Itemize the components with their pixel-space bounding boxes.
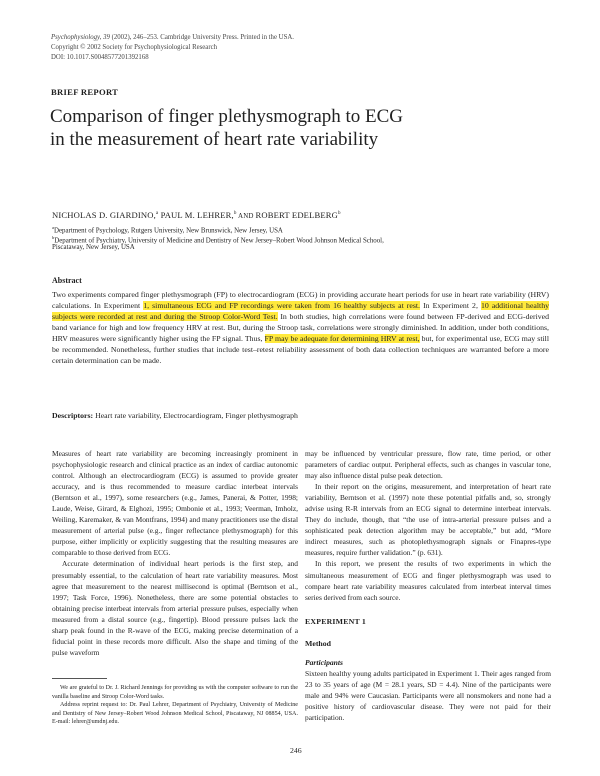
- author-list: NICHOLAS D. GIARDINO,$^a$ PAUL M. LEHRER,$^b$ AND ROBERT EDELBERG$^b$: [52, 210, 341, 220]
- article-title: [50, 105, 403, 151]
- body-paragraph: may be influenced by ventricular pressure, flow rate, time period, or other parameters of cardiac output. Peripheral effects, such as changes in vascular tone, may also influence distal pulse peak detection.: [305, 449, 551, 481]
- affiliation-b-cont: Piscataway, New Jersey, USA: [52, 244, 135, 251]
- footnote: [52, 684, 298, 727]
- body-paragraph: Accurate determination of individual heart periods is the first step, and presumably essential, to the calculation of heart rate variability measures. Most agree that measurement to the nearest millisecond is optimal (Berntson et al., 1997; Task Force, 1996). Nonetheless, there are some potential obstacles to obtaining precise interbeat intervals from arterial pressure pulses, especially when measured from a distal source (e.g., fingertip). Blood pressure pulses lack the sharp peak found in the R-wave of the ECG, making precise determination of a fiducial point in these records more difficult. Also the shape and timing of the pulse waveform: [52, 559, 298, 657]
- title-line-2: in the measurement of heart rate variability: [50, 129, 379, 150]
- body-paragraph: Sixteen healthy young adults participated in Experiment 1. Their ages ranged from 23 to 35 years of age (M = 28.1 years, SD = 4.4). Nine of the participants were male and 94% were Caucasian. Participants were all nonsmokers and none had a positive history of cardiovascular disease. They were not paid for their participation.: [305, 668, 551, 722]
- highlight-1[interactable]: 1, simultaneous ECG and FP recordings were taken from 16 healthy subjects at rest.: [143, 300, 421, 310]
- page-number: 246: [290, 746, 302, 755]
- affiliation-b: $^b$Department of Psychiatry, University of Medicine and Dentistry of New Jersey–Robert Wood Johnson Medical School,: [52, 235, 384, 245]
- reprint-address: Address reprint request to: Dr. Paul Lehrer, Department of Psychiatry, University of Medicine and Dentistry of New Jersey–Robert Wood Johnson Medical School, Piscataway, NJ 08854, USA. E-mail: lehrer@umdnj.edu.: [52, 702, 298, 726]
- doi-line: DOI: 10.1017.S0048577201392168: [51, 54, 149, 61]
- right-column: [305, 448, 551, 723]
- abstract-heading: Abstract: [52, 276, 82, 285]
- highlight-3[interactable]: FP may be adequate for determining HRV at rest,: [264, 333, 420, 343]
- citation-line: Psychophysiology, 39 (2002), 246–253. Cambridge University Press. Printed in the USA.: [51, 34, 294, 41]
- article-type-label: BRIEF REPORT: [51, 87, 119, 97]
- acknowledgment: We are grateful to Dr. J. Richard Jennings for providing us with the computer software to run the vanilla baseline and Stroop Color-Word tasks.: [52, 685, 298, 700]
- subsection-heading: Method: [305, 638, 331, 648]
- body-paragraph: In this report, we present the results of two experiments in which the simultaneous measurement of ECG and finger plethysmograph was used to compare heart rate variability measures calculated from interbeat interval times series derived from each source.: [305, 559, 551, 602]
- section-heading: EXPERIMENT 1: [305, 616, 366, 626]
- abstract-text: Two experiments compared finger plethysmograph (FP) to electrocardiogram (ECG) in providing accurate heart periods for use in heart rate variability (HRV) calculations. In Experiment 1, simultaneous ECG and FP recordings were taken from 16 healthy subjects at rest. In Experiment 2, 10 additional healthy subjects were recorded at rest and during the Stroop Color-Word Test. In both studies, high correlations were found between FP-derived and ECG-derived band variance for high and low frequency HRV at rest. But, during the Stroop task, correlations were strongly diminished. In addition, under both conditions, HRV measures were significantly higher using the FP signal. Thus, FP may be adequate for determining HRV at rest, but, for experimental use, ECG may still be recommended. Nonetheless, further studies that include test–retest reliability assessment of both data collection techniques are warranted before a more certain determination can be made.: [52, 290, 550, 365]
- affiliation-a: $^a$Department of Psychology, Rutgers University, New Brunswick, New Jersey, USA: [52, 225, 283, 235]
- body-paragraph: In their report on the origins, measurement, and interpretation of heart rate variability, Berntson et al. (1997) note these potential pitfalls and, so, strongly advise using R-R intervals from an ECG signal to determine interbeat intervals. They do include, though, that “the use of intra-arterial pressure pulses and a sophisticated peak detection algorithm may be acceptable,” but add, “More indirect measures, such as photoplethysmograph signals or Finapres-type measures, require further validation.” (p. 631).: [305, 482, 551, 558]
- left-column: [52, 448, 298, 658]
- copyright-line: Copyright © 2002 Society for Psychophysiological Research: [51, 44, 217, 51]
- title-line-1: Comparison of finger plethysmograph to ECG: [50, 106, 404, 127]
- descriptors: Descriptors: Heart rate variability, Electrocardiogram, Finger plethysmograph: [52, 411, 298, 420]
- highlight-2[interactable]: 10 additional healthy subjects were recorded at rest and during the Stroop Color-Word Test.: [52, 300, 550, 321]
- body-paragraph: Measures of heart rate variability are becoming increasingly prominent in psychophysiologic research and clinical practice as an index of cardiac autonomic control. Although an electrocardiogram (ECG) is assumed to provide greater accuracy, and is thus recommended to measure cardiac interbeat intervals (Berntson et al., 1997), some researchers (e.g., James, Panerai, & Potter, 1998; Laude, Weise, Girard, & Elghozi, 1995; Ombonie et al., 1993; Veerman, Imholz, Weiling, Karemaker, & van Montfrans, 1994) and many practitioners use the distal measurement of arterial pulse (e.g., finger reflectance plethysmograph) for this purpose, either implicitly or explicitly suggesting that the resulting measures are comparable to those derived from ECG.: [52, 449, 298, 558]
- subsubsection-heading: Participants: [305, 657, 343, 667]
- footnote-rule: [52, 678, 107, 679]
